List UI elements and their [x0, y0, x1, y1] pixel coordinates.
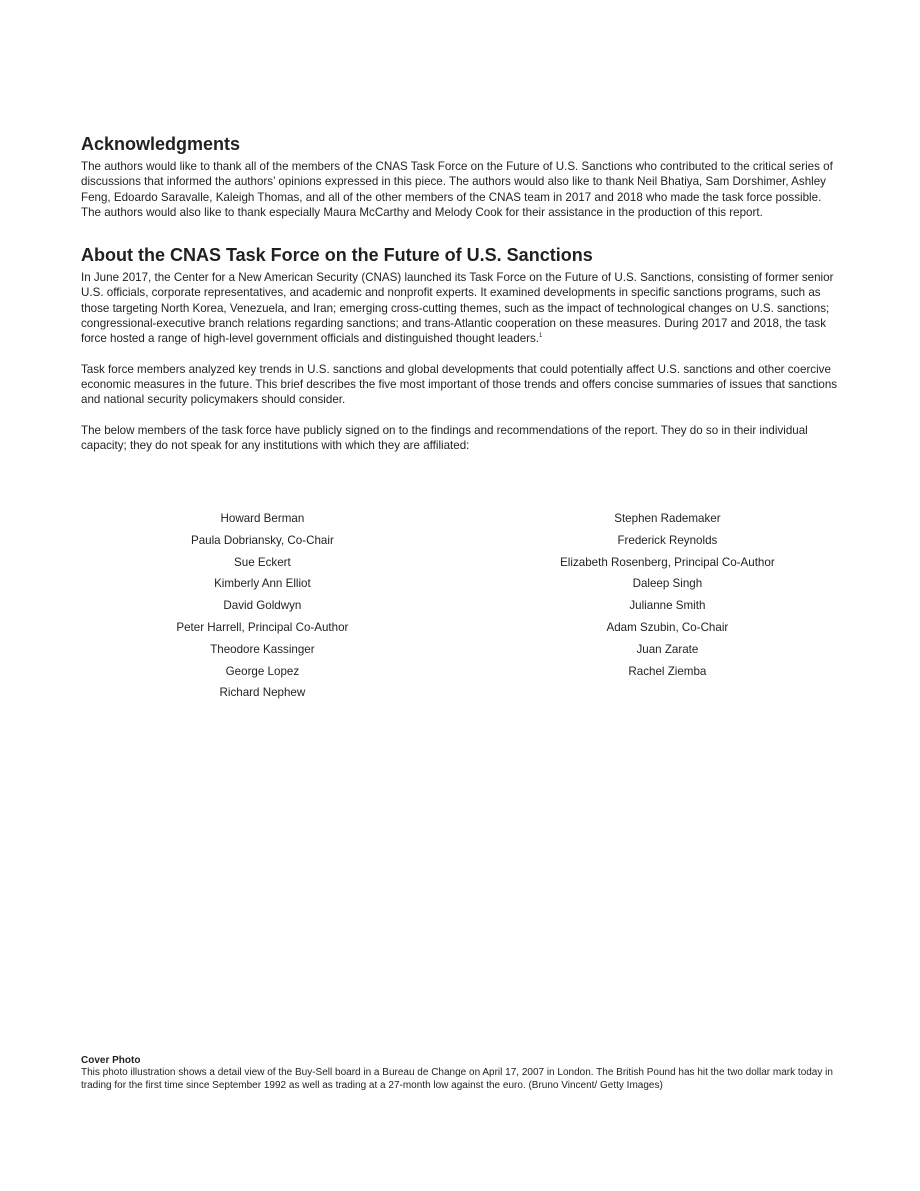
acknowledgments-heading: Acknowledgments: [81, 134, 241, 154]
about-task-force-section: [81, 244, 841, 453]
member-name: George Lopez: [225, 664, 300, 678]
about-heading: About the CNAS Task Force on the Future of U.S. Sanctions: [81, 245, 593, 266]
member-name: Adam Szubin, Co-Chair: [606, 620, 729, 634]
member-name: Richard Nephew: [219, 686, 306, 700]
about-paragraph-1-text: In June 2017, the Center for a New American Security (CNAS) launched its Task Force on the Future of U.S. Sanctions, consisting of former senior U.S. officials, corporate representatives, and academic and nonprofit experts. It examined developments in specific sanctions programs, such as those targeting North Korea, Venezuela, and Iran; emerging cross-cutting themes, such as the impact of technological changes on U.S. sanctions; congressional-executive branch relations regarding sanctions; and trans-Atlantic cooperation on these measures. During 2017 and 2018, the task force hosted a range of high-level government officials and distinguished thought leaders.: [81, 271, 834, 346]
member-name: Julianne Smith: [629, 599, 706, 613]
member-name: Howard Berman: [220, 512, 305, 525]
footnote-marker: 1: [539, 333, 543, 340]
acknowledgments-section: [81, 133, 841, 220]
about-paragraph-3: The below members of the task force have publicly signed on to the findings and recommendations of the report. They do so in their individual capacity; they do not speak for any institutions with which they are affiliated:: [81, 423, 808, 452]
member-name: Sue Eckert: [234, 555, 291, 569]
members-list: [81, 508, 841, 704]
acknowledgments-text: The authors would like to thank all of the members of the CNAS Task Force on the Future of U.S. Sanctions who contributed to the critical series of discussions that informed the authors’ opinions expressed in this piece. The authors would also like to thank Neil Bhatiya, Sam Dorshimer, Ashley Feng, Edoardo Saravalle, Kaleigh Thomas, and all of the other members of the CNAS team in 2017 and 2018 who made the task force possible. The authors would also like to thank especially Maura McCarthy and Melody Cook for their assistance in the production of this report.: [81, 160, 833, 219]
member-name: Theodore Kassinger: [210, 642, 315, 656]
member-name: Stephen Rademaker: [614, 512, 721, 525]
member-name: David Goldwyn: [223, 599, 302, 613]
member-name: Rachel Ziemba: [628, 664, 707, 678]
members-column-left: [81, 508, 484, 704]
member-name: Frederick Reynolds: [617, 533, 718, 547]
member-name: Daleep Singh: [632, 577, 703, 591]
member-name: Paula Dobriansky, Co-Chair: [190, 533, 334, 547]
cover-photo-credit: [81, 1054, 841, 1093]
about-paragraph-1: [81, 270, 841, 346]
member-name: Kimberly Ann Elliot: [214, 577, 311, 591]
cover-photo-title: Cover Photo: [81, 1055, 141, 1066]
main-content: [81, 133, 841, 453]
cover-photo-text: This photo illustration shows a detail view of the Buy-Sell board in a Bureau de Change on April 17, 2007 in London. The British Pound has hit the two dollar mark today in trading for the first time since September 1992 as well as trading at a 27-month low against the euro. (Bruno Vincent/ Getty Images): [81, 1067, 833, 1091]
about-paragraph-2: Task force members analyzed key trends in U.S. sanctions and global developments that could potentially affect U.S. sanctions and other coercive economic measures in the future. This brief describes the five most important of those trends and offers concise summaries of issues that sanctions and national security policymakers should consider.: [81, 362, 838, 407]
member-name: Juan Zarate: [636, 642, 699, 656]
members-column-right: [484, 508, 841, 704]
member-name: Elizabeth Rosenberg, Principal Co-Author: [560, 555, 775, 569]
member-name: Peter Harrell, Principal Co-Author: [176, 620, 349, 634]
